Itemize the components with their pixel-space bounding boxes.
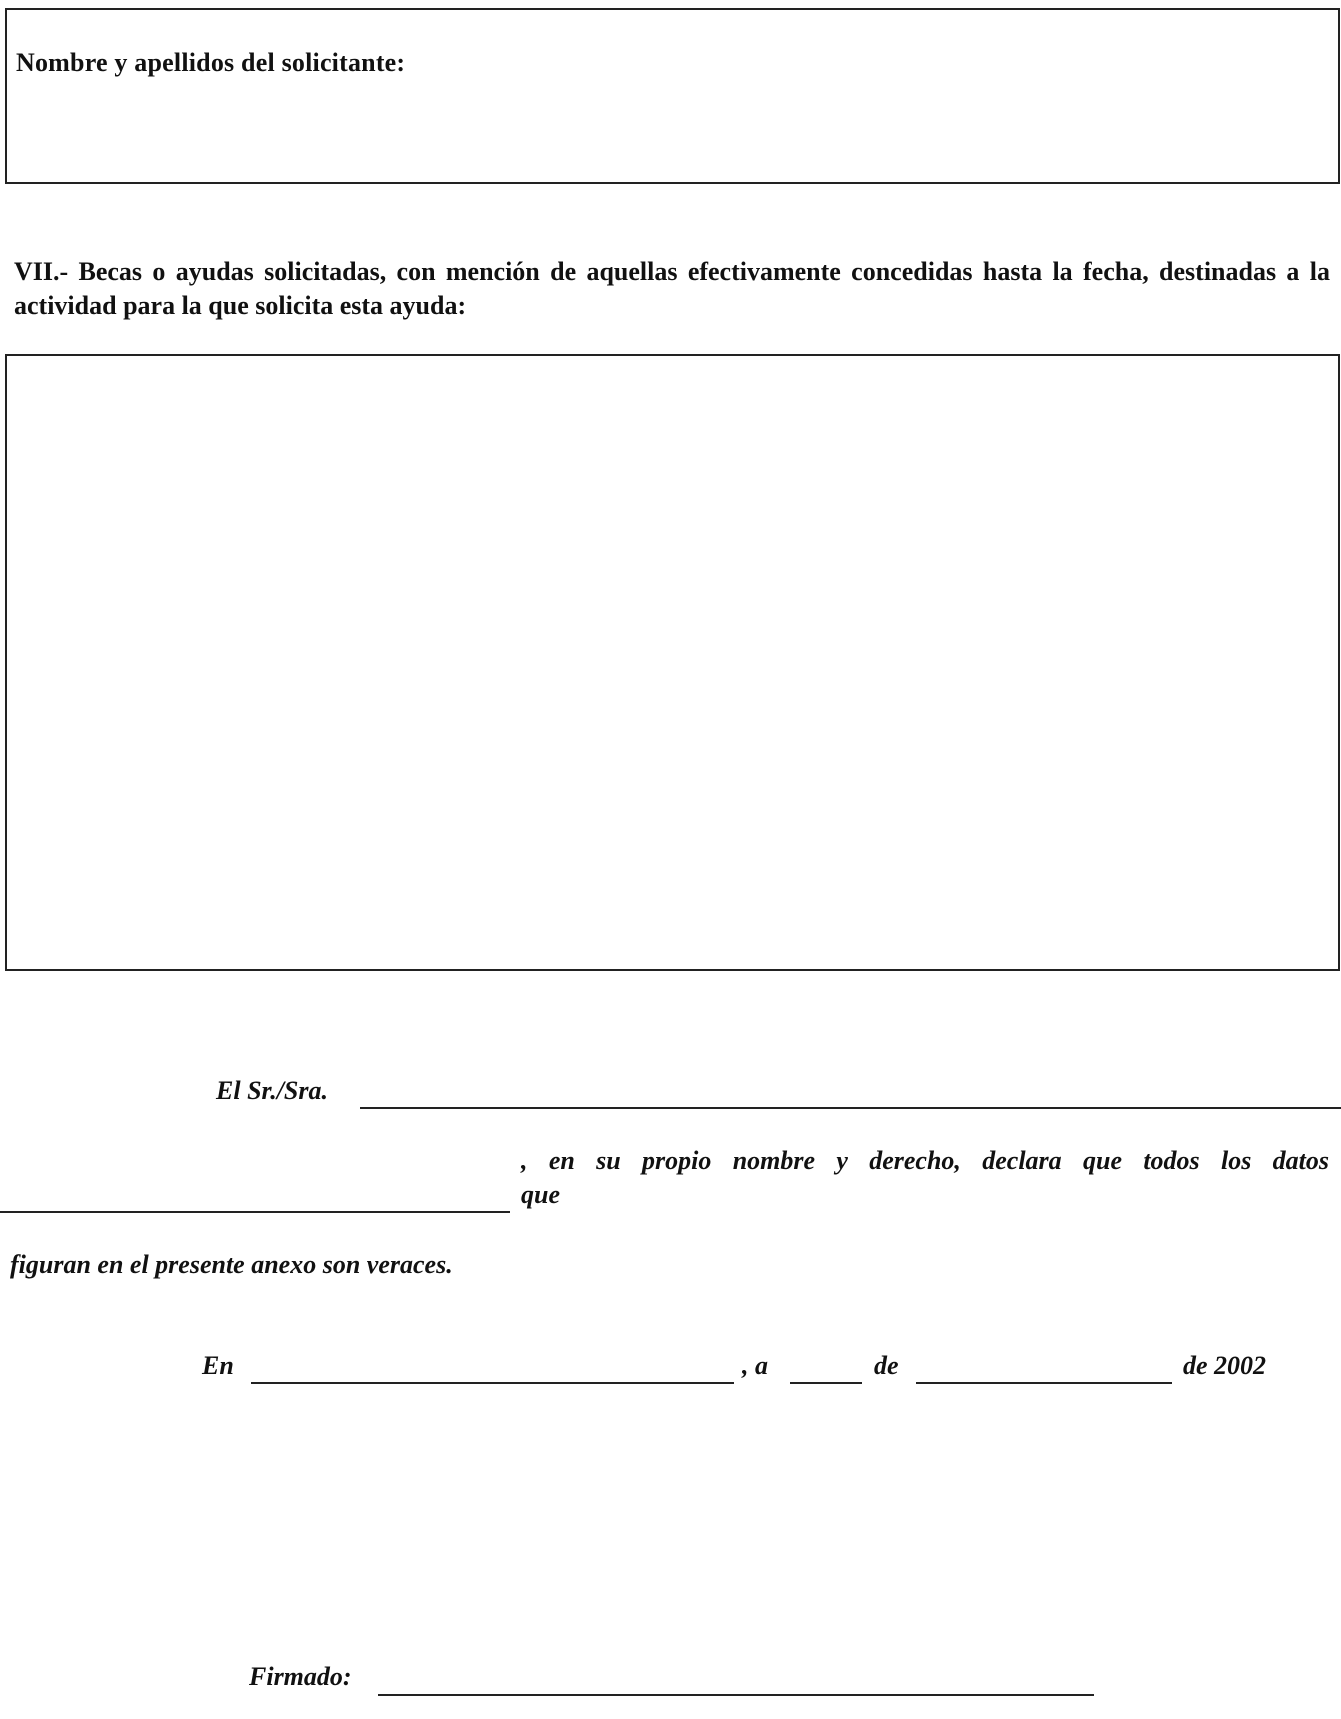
sr-sra-name-field-continued[interactable] <box>0 1211 510 1213</box>
month-de-label: de <box>874 1351 899 1380</box>
signature-field[interactable] <box>378 1694 1094 1696</box>
applicant-name-label: Nombre y apellidos del solicitante: <box>16 48 406 77</box>
year-label: de 2002 <box>1183 1351 1267 1380</box>
declaration-closing-text: figuran en el presente anexo son veraces. <box>10 1250 453 1279</box>
declaration-text: , en su propio nombre y derecho, declara que todos los datos <box>521 1146 1329 1175</box>
place-en-label: En <box>202 1351 234 1380</box>
day-field[interactable] <box>790 1382 862 1384</box>
sr-sra-label: El Sr./Sra. <box>216 1076 329 1105</box>
month-field[interactable] <box>916 1382 1172 1384</box>
section-vii-title: VII.- Becas o ayudas solicitadas, con mención de aquellas efectivamente concedidas hasta la fecha, destinadas a la actividad para la que solicita esta ayuda: <box>14 257 1330 320</box>
grants-entry-box[interactable] <box>5 354 1340 971</box>
sr-sra-name-field[interactable] <box>360 1107 1341 1109</box>
place-field[interactable] <box>251 1382 734 1384</box>
signature-label: Firmado: <box>249 1662 352 1691</box>
day-a-label: , a <box>742 1351 768 1380</box>
declaration-continuation: que <box>521 1180 560 1209</box>
applicant-name-box[interactable] <box>5 8 1340 184</box>
